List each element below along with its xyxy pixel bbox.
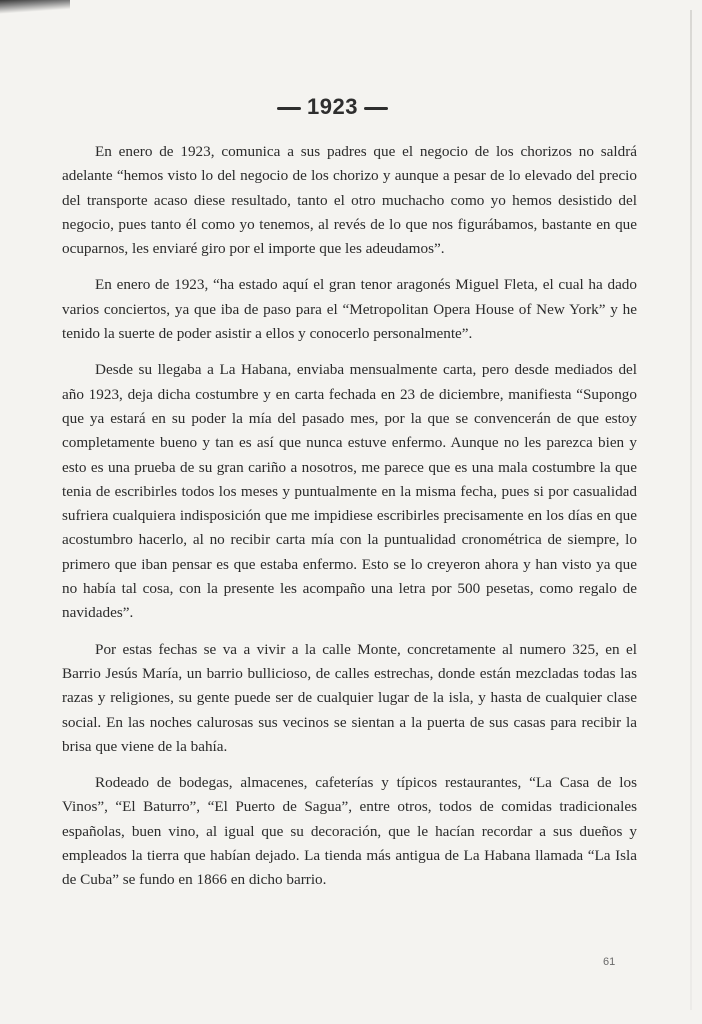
page-edge-shadow: [690, 10, 692, 1010]
paragraph-4: Por estas fechas se va a vivir a la calle Monte, concretamente al numero 325, en el Barrio Jesús María, un barrio bullicioso, de calles estrechas, donde están mezcladas todas las razas y religiones, su gente puede ser de cualquier lugar de la isla, y hasta de cualquier clase social. En las noches calurosas sus vecinos se sientan a la puerta de sus casas para recibir la brisa que viene de la bahía.: [62, 640, 637, 755]
paragraph-3: Desde su llegaba a La Habana, enviaba mensualmente carta, pero desde mediados del año 1923, deja dicha costumbre y en carta fechada en 23 de diciembre, manifiesta “Supongo que ya estará en su poder la mía del pasado mes, por la que se convencerán de que estoy completamente bueno y tan es así que nunca estuve enfermo. Aunque no les parezca bien y esto es una prueba de su gran cariño a nosotros, me parece que es una mala costumbre la que tenia de escribirles todos los meses y puntualmente en la misma fecha, pues si por casualidad sufriera cualquiera indisposición que me impidiese escribirles precisamente en los días en que acostumbro hacerlo, al no recibir carta mía con la puntualidad cronométrica de siempre, lo primero que iban pensar es que estaba enfermo. Esto se lo creyeron ahora y han visto ya que no había tal cosa, con la presente les acompaño una letra por 500 pesetas, como regalo de navidades”.: [62, 361, 637, 622]
heading-dash-left: [277, 107, 301, 110]
paragraph-1: En enero de 1923, comunica a sus padres que el negocio de los chorizos no saldrá adelante “hemos visto lo del negocio de los chorizo y aunque a pesar de lo elevado del precio del transporte acaso diese resultado, tanto el otro muchacho como yo hemos desistido del negocio, pues tanto él como yo tenemos, al revés de lo que nos figurábamos, bastante en que ocuparnos, les enviaré giro por el importe que les adeudamos”.: [62, 143, 637, 258]
scan-corner-shadow: [0, 0, 70, 14]
chapter-heading: [0, 94, 665, 120]
paragraph-2: En enero de 1923, “ha estado aquí el gran tenor aragonés Miguel Fleta, el cual ha dado varios conciertos, ya que iba de paso para el “Metropolitan Opera House of New York” y he tenido la suerte de poder asistir a ellos y conocerlo personalmente”.: [62, 276, 637, 343]
paragraph-5: Rodeado de bodegas, almacenes, cafeterías y típicos restaurantes, “La Casa de los Vinos”, “El Baturro”, “El Puerto de Sagua”, entre otros, todos de comidas tradicionales españolas, buen vino, al igual que su decoración, que le hacían recordar a sus dueños y empleados la tierra que habían dejado. La tienda más antigua de La Habana llamada “La Isla de Cuba” se fundo en 1866 en dicho barrio.: [62, 774, 637, 889]
page-number: 61: [603, 956, 616, 968]
body-text: [62, 140, 637, 905]
heading-dash-right: [364, 107, 388, 110]
heading-year: 1923: [307, 94, 358, 119]
